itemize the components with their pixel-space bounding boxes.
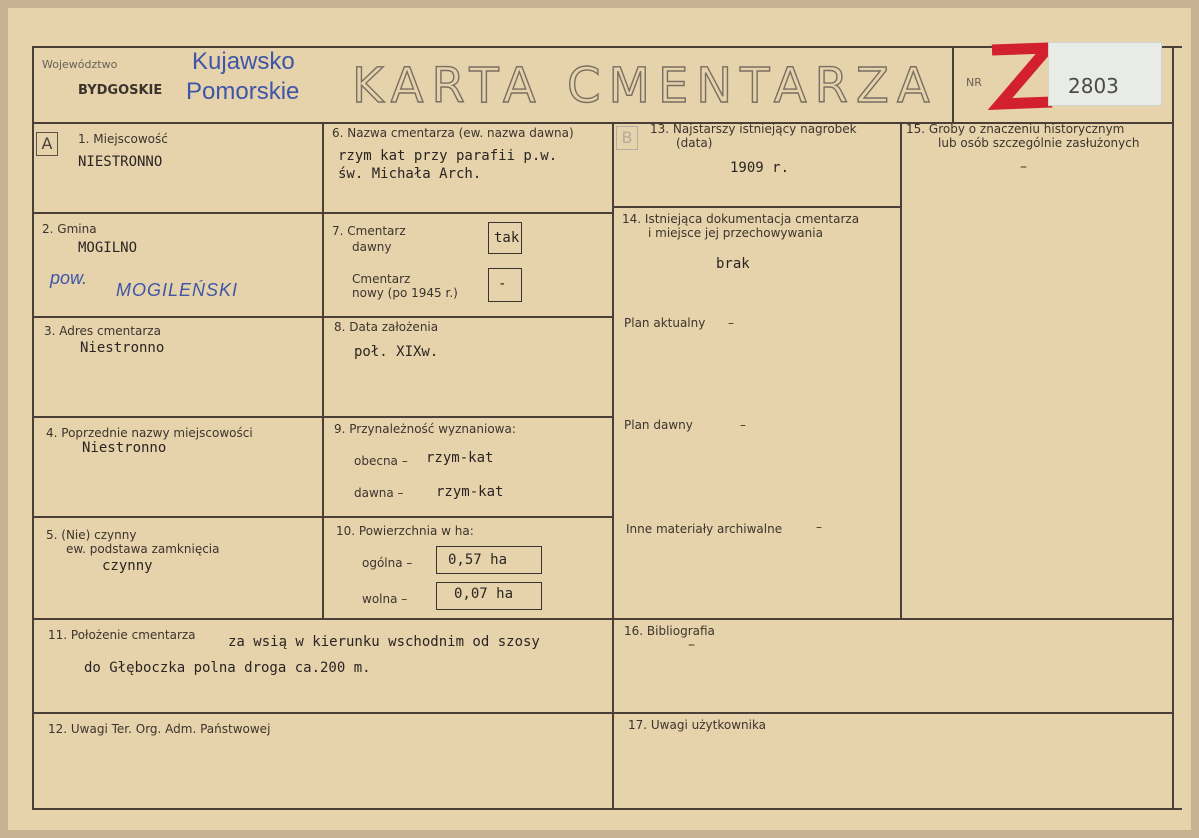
row-lower-1 <box>32 618 1174 620</box>
nr-label: NR <box>966 76 982 89</box>
section-a-box: A <box>36 132 58 156</box>
row-left-4 <box>32 516 614 518</box>
handwritten-voivodeship-1: Kujawsko <box>192 48 295 75</box>
f7-new-label-1: Cmentarz <box>352 272 411 286</box>
f6-label: 6. Nazwa cmentarza (ew. nazwa dawna) <box>332 126 574 140</box>
f1-value: NIESTRONNO <box>78 154 163 170</box>
f3-label: 3. Adres cmentarza <box>44 324 161 338</box>
f13-value: 1909 r. <box>730 160 790 176</box>
plan-aktualny-label: Plan aktualny <box>624 316 706 330</box>
row-lower-2 <box>32 712 1174 714</box>
handwritten-voivodeship-2: Pomorskie <box>186 78 300 105</box>
f7-new-label-2: nowy (po 1945 r.) <box>352 286 458 300</box>
f9-dawna-value: rzym-kat <box>436 484 504 500</box>
f12-label: 12. Uwagi Ter. Org. Adm. Państwowej <box>48 722 271 736</box>
col-divider-1 <box>322 122 324 620</box>
f5-label-1: 5. (Nie) czynny <box>46 528 137 542</box>
f14-label-1: 14. Istniejąca dokumentacja cmentarza <box>622 212 860 226</box>
wojewodztwo-value: BYDGOSKIE <box>78 83 163 98</box>
f7-dawny-value: tak <box>494 230 520 246</box>
f11-value-2: do Głęboczka polna droga ca.200 m. <box>84 660 371 676</box>
f5-label-2: ew. podstawa zamknięcia <box>66 542 220 556</box>
f10-wolna-value: 0,07 ha <box>454 586 514 602</box>
frame-right <box>1172 46 1174 810</box>
f9-label: 9. Przynależność wyznaniowa: <box>334 422 516 436</box>
col-divider-3 <box>900 122 902 620</box>
f2-value: MOGILNO <box>78 240 138 256</box>
f10-ogolna-label: ogólna – <box>362 556 413 570</box>
f9-obecna-label: obecna – <box>354 454 408 468</box>
z-letter-mark <box>986 38 1056 114</box>
cemetery-card <box>8 8 1191 830</box>
nr-value: 2803 <box>1068 74 1119 98</box>
col-divider-2 <box>612 122 614 810</box>
row-left-2 <box>32 316 614 318</box>
row-left-3 <box>32 416 614 418</box>
f3-value: Niestronno <box>80 340 165 356</box>
frame-left <box>32 46 34 810</box>
plan-dawny-value: – <box>740 418 746 432</box>
f14-label-2: i miejsce jej przechowywania <box>648 226 823 240</box>
frame-bottom <box>32 808 1182 810</box>
f9-dawna-label: dawna – <box>354 486 404 500</box>
f7-label-2: dawny <box>352 240 392 254</box>
f5-value: czynny <box>102 558 153 574</box>
f4-label: 4. Poprzednie nazwy miejscowości <box>46 426 253 440</box>
f15-label-1: 15. Groby o znaczeniu historycznym <box>906 122 1125 136</box>
plan-dawny-label: Plan dawny <box>624 418 693 432</box>
f15-label-2: lub osób szczególnie zasłużonych <box>938 136 1140 150</box>
f8-label: 8. Data założenia <box>334 320 439 334</box>
f2-label: 2. Gmina <box>42 222 97 236</box>
f17-label: 17. Uwagi użytkownika <box>628 718 767 732</box>
f15-value: – <box>1020 159 1027 175</box>
inne-value: – <box>816 520 822 534</box>
wojewodztwo-label: Województwo <box>42 58 118 71</box>
f8-value: poł. XIXw. <box>354 344 439 360</box>
inne-label: Inne materiały archiwalne <box>626 522 783 536</box>
f11-value-1: za wsią w kierunku wschodnim od szosy <box>228 634 540 650</box>
f1-label: 1. Miejscowość <box>78 132 168 146</box>
f16-value: – <box>688 637 695 653</box>
pow-value: MOGILEŃSKI <box>116 280 239 300</box>
f6-value-2: św. Michała Arch. <box>338 166 482 182</box>
pow-label: pow. <box>50 268 88 288</box>
f10-ogolna-value: 0,57 ha <box>448 552 508 568</box>
f7-nowy-value: - <box>498 276 507 292</box>
f13-label-2: (data) <box>676 136 713 150</box>
row-left-1 <box>32 212 614 214</box>
f16-label: 16. Bibliografia <box>624 624 715 638</box>
f6-value-1: rzym kat przy parafii p.w. <box>338 148 558 164</box>
card-title: KARTA CMENTARZA <box>352 58 938 114</box>
f13-label-1: 13. Najstarszy istniejący nagrobek <box>650 122 857 136</box>
f11-label: 11. Położenie cmentarza <box>48 628 196 642</box>
f10-label: 10. Powierzchnia w ha: <box>336 524 474 538</box>
f9-obecna-value: rzym-kat <box>426 450 494 466</box>
row-right-1 <box>612 206 902 208</box>
f4-value: Niestronno <box>82 440 167 456</box>
f14-value: brak <box>716 256 750 272</box>
section-b-box: B <box>616 126 638 150</box>
f10-wolna-label: wolna – <box>362 592 408 606</box>
f7-label-1: 7. Cmentarz <box>332 224 406 238</box>
header-nr-divider <box>952 46 954 124</box>
plan-aktualny-value: – <box>728 316 734 330</box>
